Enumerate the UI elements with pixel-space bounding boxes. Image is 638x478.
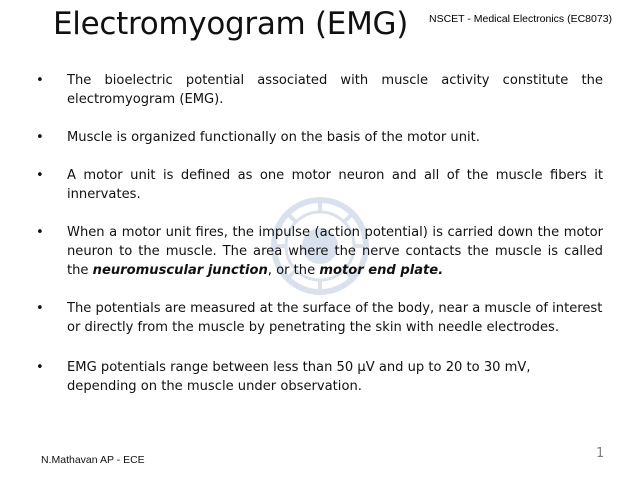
bullet-text: The bioelectric potential associated with muscle activity constitute the electromyogram (EMG).	[67, 73, 603, 107]
course-header: NSCET - Medical Electronics (EC8073)	[429, 13, 613, 25]
bullet-text: A motor unit is defined as one motor neuron and all of the muscle fibers it innervates.	[67, 168, 603, 202]
footer-author: N.Mathavan AP - ECE	[41, 454, 145, 466]
bullet-text: Muscle is organized functionally on the basis of the motor unit.	[67, 130, 480, 145]
bullet-text	[67, 223, 603, 280]
bullet-marker: •	[36, 130, 44, 145]
slide-title: Electromyogram (EMG)	[53, 6, 409, 42]
bullet-marker: •	[36, 168, 44, 183]
bullet-text-part: , or the	[267, 263, 320, 278]
bullet-text: EMG potentials range between less than 50 µV and up to 20 to 30 mV, depending on the muscle under observation.	[67, 360, 531, 394]
bullet-text-part: When a motor unit fires, the impulse (action potential) is carried down the motor neuron to the muscle. The area where the nerve contacts the muscle is called the	[67, 225, 603, 278]
bullet-marker: •	[36, 360, 44, 375]
term-motor-end-plate: motor end plate.	[319, 263, 444, 278]
term-neuromuscular-junction: neuromuscular junction	[92, 263, 268, 278]
page-number: 1	[596, 446, 605, 461]
bullet-marker: •	[36, 301, 44, 316]
bullet-marker: •	[36, 73, 44, 88]
bullet-text: The potentials are measured at the surface of the body, near a muscle of interest or directly from the muscle by penetrating the skin with needle electrodes.	[67, 301, 603, 335]
bullet-marker: •	[36, 225, 44, 240]
